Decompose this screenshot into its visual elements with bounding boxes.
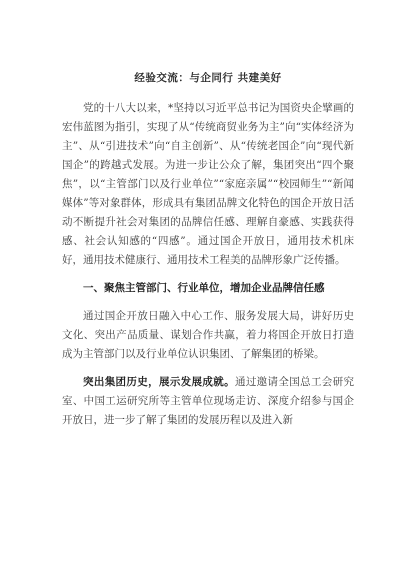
section-heading-1: 一、聚焦主管部门、行业单位，增加企业品牌信任感: [83, 282, 325, 294]
paragraph-lead-bold: 突出集团历史，展示发展成就。: [83, 376, 235, 388]
section-1-paragraph-2: [62, 373, 354, 430]
intro-paragraph: 党的十八大以来，*坚持以习近平总书记为国资央企擘画的宏伟蓝图为指引，实现了从“传统商贸业务为主”向“实体经济为主”、从“引进技术”向“自主创新”、从“传统老国企”向“现代新国企”的跨越式发展。为进一步让公众了解，集团突出“四个聚焦”，以“主管部门以及行业单位”“家庭亲属”“校园师生”“新闻媒体”等对象群体，形成具有集团品牌文化特色的国企开放日活动不断提升社会对集团的品牌信任感、理解自豪感、实践获得感、社会认知感的“四感”。通过国企开放日，通用技术机床好，通用技术健康行、通用技术工程美的品牌形象广泛传播。: [62, 102, 354, 266]
paragraph-gap: [62, 364, 354, 373]
paragraph-body: 通过邀请全国总工会研究室、中国工运研究所等主管单位现场走访、深度介绍参与国企开放日，进一步了解了集团的发展历程以及进入新: [62, 376, 355, 426]
document-title: 经验交流：与企同行 共建美好: [134, 72, 282, 84]
paragraph-gap: [62, 298, 354, 307]
paragraph-gap: [62, 270, 354, 279]
section-1-paragraph: 通过国企开放日融入中心工作、服务发展大局，讲好历史文化、突出产品质量、谋划合作共赢，着力将国企开放日打造成为主管部门以及行业单位认识集团、了解集团的桥梁。: [62, 310, 354, 360]
